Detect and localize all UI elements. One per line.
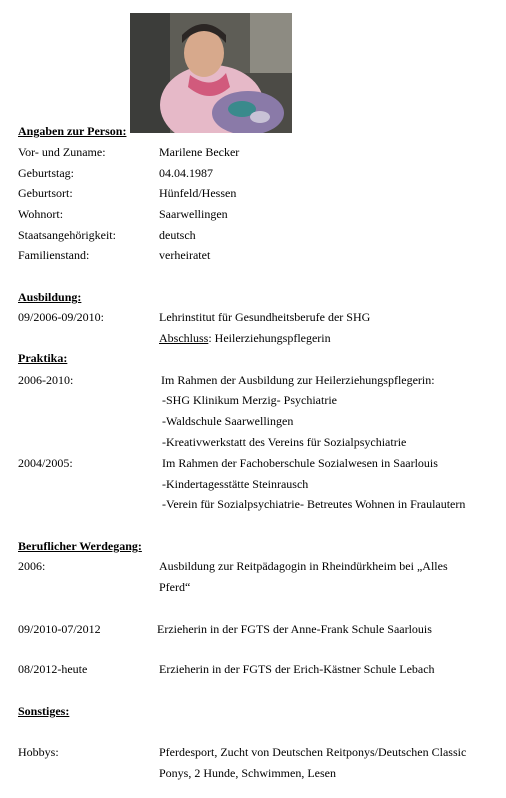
- section-heading-career: Beruflicher Werdegang:: [18, 539, 142, 553]
- value-name: Marilene Becker: [159, 145, 240, 159]
- value-nationality: deutsch: [159, 228, 196, 242]
- internship-item: -Verein für Sozialpsychiatrie- Betreutes Wohnen in Fraulautern: [162, 497, 466, 511]
- label-nationality: Staatsangehörigkeit:: [18, 228, 116, 242]
- internship-item: -Waldschule Saarwellingen: [162, 414, 294, 428]
- career-description: Erzieherin in der FGTS der Erich-Kästner Schule Lebach: [159, 662, 435, 676]
- section-heading-other: Sonstiges:: [18, 704, 70, 718]
- internship-period: 2004/2005:: [18, 456, 73, 470]
- section-heading-internships: Praktika:: [18, 351, 68, 365]
- career-description: Erzieherin in der FGTS der Anne-Frank Schule Saarlouis: [157, 622, 432, 636]
- degree-label: Abschluss: [159, 331, 209, 345]
- degree-value: : Heilerziehungspflegerin: [208, 331, 331, 345]
- career-period: 09/2010-07/2012: [18, 622, 101, 636]
- value-marital-status: verheiratet: [159, 248, 211, 262]
- value-hobbies-continued: Ponys, 2 Hunde, Schwimmen, Lesen: [159, 766, 336, 780]
- value-hobbies: Pferdesport, Zucht von Deutschen Reitponys/Deutschen Classic: [159, 745, 467, 759]
- profile-photo-image: [130, 13, 292, 133]
- education-degree: [159, 331, 331, 345]
- career-period: 2006:: [18, 559, 46, 573]
- internship-item: -SHG Klinikum Merzig- Psychiatrie: [162, 393, 337, 407]
- education-institution: Lehrinstitut für Gesundheitsberufe der SHG: [159, 310, 371, 324]
- label-birthday: Geburtstag:: [18, 166, 74, 180]
- value-residence: Saarwellingen: [159, 207, 228, 221]
- label-residence: Wohnort:: [18, 207, 64, 221]
- career-description-continued: Pferd“: [159, 580, 191, 594]
- internship-period: 2006-2010:: [18, 373, 74, 387]
- section-heading-education: Ausbildung:: [18, 290, 82, 304]
- career-description: Ausbildung zur Reitpädagogin in Rheindürkheim bei „Alles: [159, 559, 448, 573]
- value-birthday: 04.04.1987: [159, 166, 213, 180]
- value-birthplace: Hünfeld/Hessen: [159, 186, 237, 200]
- career-period: 08/2012-heute: [18, 662, 88, 676]
- internship-title: Im Rahmen der Ausbildung zur Heilerziehungspflegerin:: [161, 373, 435, 387]
- profile-photo: [130, 13, 292, 133]
- label-name: Vor- und Zuname:: [18, 145, 106, 159]
- label-birthplace: Geburtsort:: [18, 186, 73, 200]
- internship-title: Im Rahmen der Fachoberschule Sozialwesen in Saarlouis: [162, 456, 438, 470]
- internship-item: -Kreativwerkstatt des Vereins für Sozialpsychiatrie: [162, 435, 407, 449]
- section-heading-personal: Angaben zur Person:: [18, 124, 127, 138]
- label-marital-status: Familienstand:: [18, 248, 90, 262]
- label-hobbies: Hobbys:: [18, 745, 59, 759]
- education-period: 09/2006-09/2010:: [18, 310, 104, 324]
- internship-item: -Kindertagesstätte Steinrausch: [162, 477, 309, 491]
